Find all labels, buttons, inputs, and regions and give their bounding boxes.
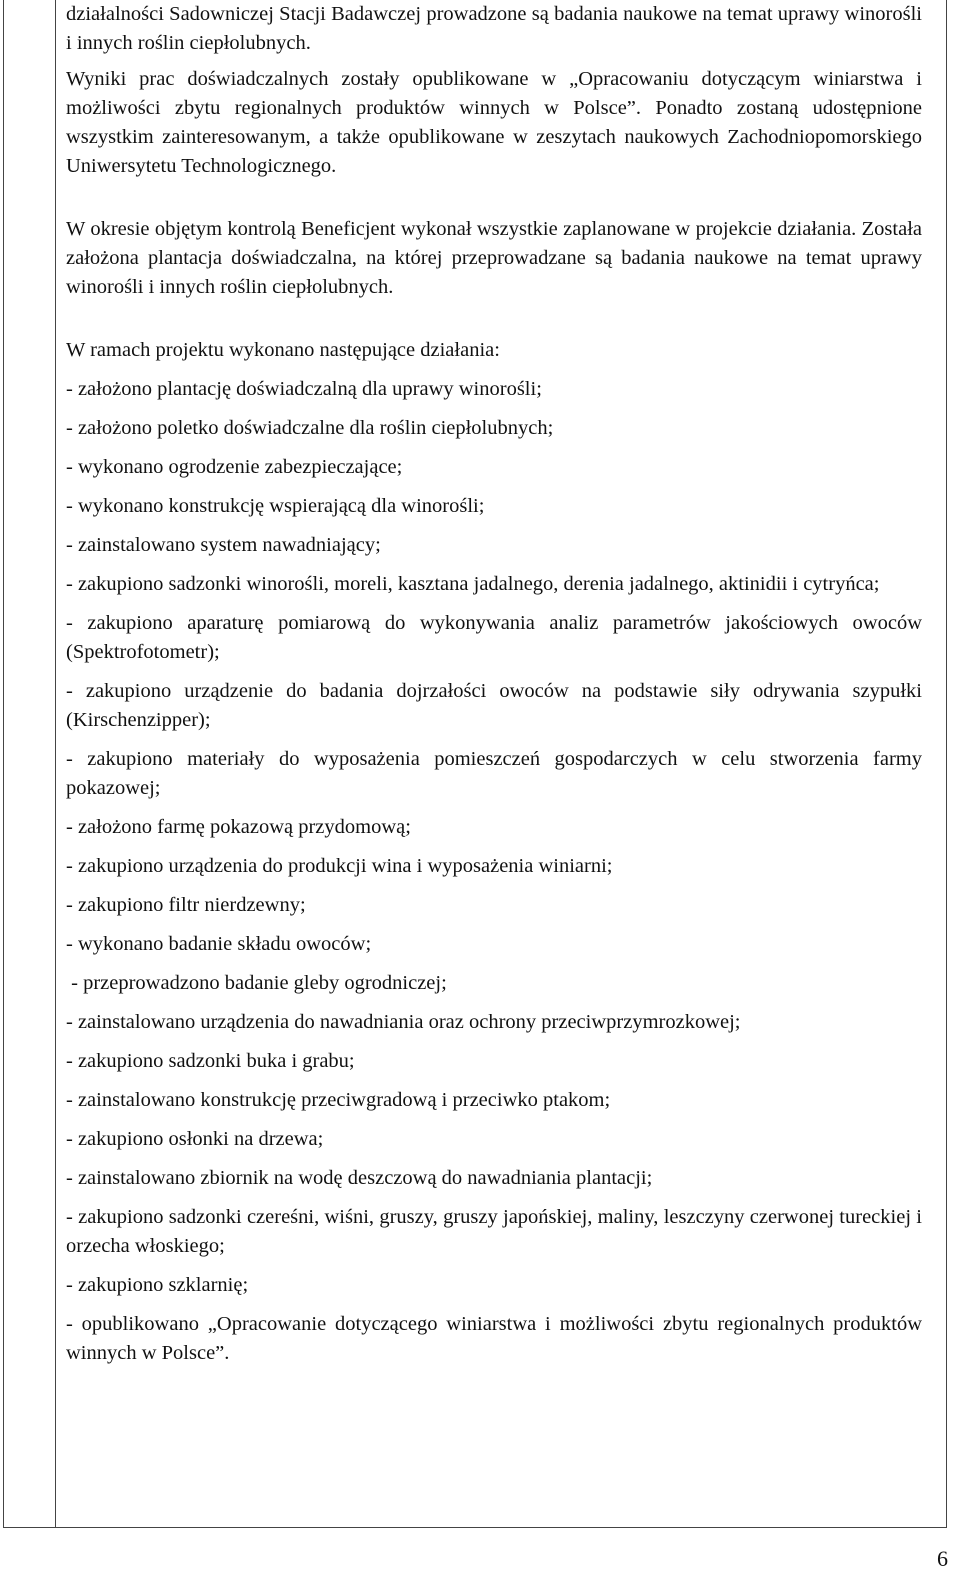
list-item: - założono farmę pokazową przydomową;: [66, 816, 411, 838]
list-item: - zakupiono filtr nierdzewny;: [66, 894, 306, 916]
list-item: - zakupiono osłonki na drzewa;: [66, 1128, 324, 1150]
list-item: - zakupiono sadzonki winorośli, moreli, kasztana jadalnego, derenia jadalnego, aktinidii i cytryńca;: [66, 573, 880, 595]
document-table: [3, 0, 947, 1528]
list-item: - zainstalowano konstrukcję przeciwgradową i przeciwko ptakom;: [66, 1089, 611, 1111]
list-item: - wykonano badanie składu owoców;: [66, 933, 372, 955]
list-item: - opublikowano „Opracowanie dotyczącego winiarstwa i możliwości zbytu regionalnych produktów winnych w Polsce”.: [66, 1313, 922, 1364]
list-item: - założono poletko doświadczalne dla roślin ciepłolubnych;: [66, 417, 554, 439]
list-item: - zakupiono sadzonki buka i grabu;: [66, 1050, 355, 1072]
list-item: - przeprowadzono badanie gleby ogrodniczej;: [66, 972, 447, 994]
list-item: - wykonano konstrukcję wspierającą dla winorośli;: [66, 495, 485, 517]
list-item: - założono plantację doświadczalną dla uprawy winorośli;: [66, 378, 542, 400]
list-item: - wykonano ogrodzenie zabezpieczające;: [66, 456, 403, 478]
paragraph-beneficiary-actions: W okresie objętym kontrolą Beneficjent wykonał wszystkie zaplanowane w projekcie działania. Została założona plantacja doświadczalna, na której przeprowadzane są badania naukowe na temat uprawy winorośli i innych roślin ciepłolubnych.: [66, 218, 922, 298]
paragraph-results-published: Wyniki prac doświadczalnych zostały opublikowane w „Opracowaniu dotyczącym winiarstwa i możliwości zbytu regionalnych produktów winnych w Polsce”. Ponadto zostaną udostępnione wszystkim zainteresowanym, a także opublikowane w zeszytach naukowych Zachodniopomorskiego Uniwersytetu Technologicznego.: [66, 68, 922, 177]
actions-list: [66, 375, 922, 1368]
actions-intro: W ramach projektu wykonano następujące działania:: [66, 339, 500, 361]
list-item: - zainstalowano zbiornik na wodę deszczową do nawadniania plantacji;: [66, 1167, 653, 1189]
list-item: - zakupiono urządzenia do produkcji wina i wyposażenia winiarni;: [66, 855, 613, 877]
list-item: - zakupiono sadzonki czereśni, wiśni, gruszy, gruszy japońskiej, maliny, leszczyny czerwonej tureckiej i orzecha włoskiego;: [66, 1206, 922, 1257]
list-item: - zainstalowano urządzenia do nawadniania oraz ochrony przeciwprzymrozkowej;: [66, 1011, 741, 1033]
table-left-column: [4, 0, 56, 1527]
page-number: 6: [937, 1546, 948, 1571]
list-item: - zainstalowano system nawadniający;: [66, 534, 381, 556]
list-item: - zakupiono szklarnię;: [66, 1274, 249, 1296]
list-item: - zakupiono aparaturę pomiarową do wykonywania analiz parametrów jakościowych owoców (Spektrofotometr);: [66, 612, 922, 663]
paragraph-station-research: działalności Sadowniczej Stacji Badawczej prowadzone są badania naukowe na temat uprawy winorośli i innych roślin ciepłolubnych.: [66, 3, 922, 54]
table-content-cell: [66, 0, 922, 1378]
list-item: - zakupiono urządzenie do badania dojrzałości owoców na podstawie siły odrywania szypułki (Kirschenzipper);: [66, 680, 922, 731]
list-item: - zakupiono materiały do wyposażenia pomieszczeń gospodarczych w celu stworzenia farmy pokazowej;: [66, 748, 922, 799]
